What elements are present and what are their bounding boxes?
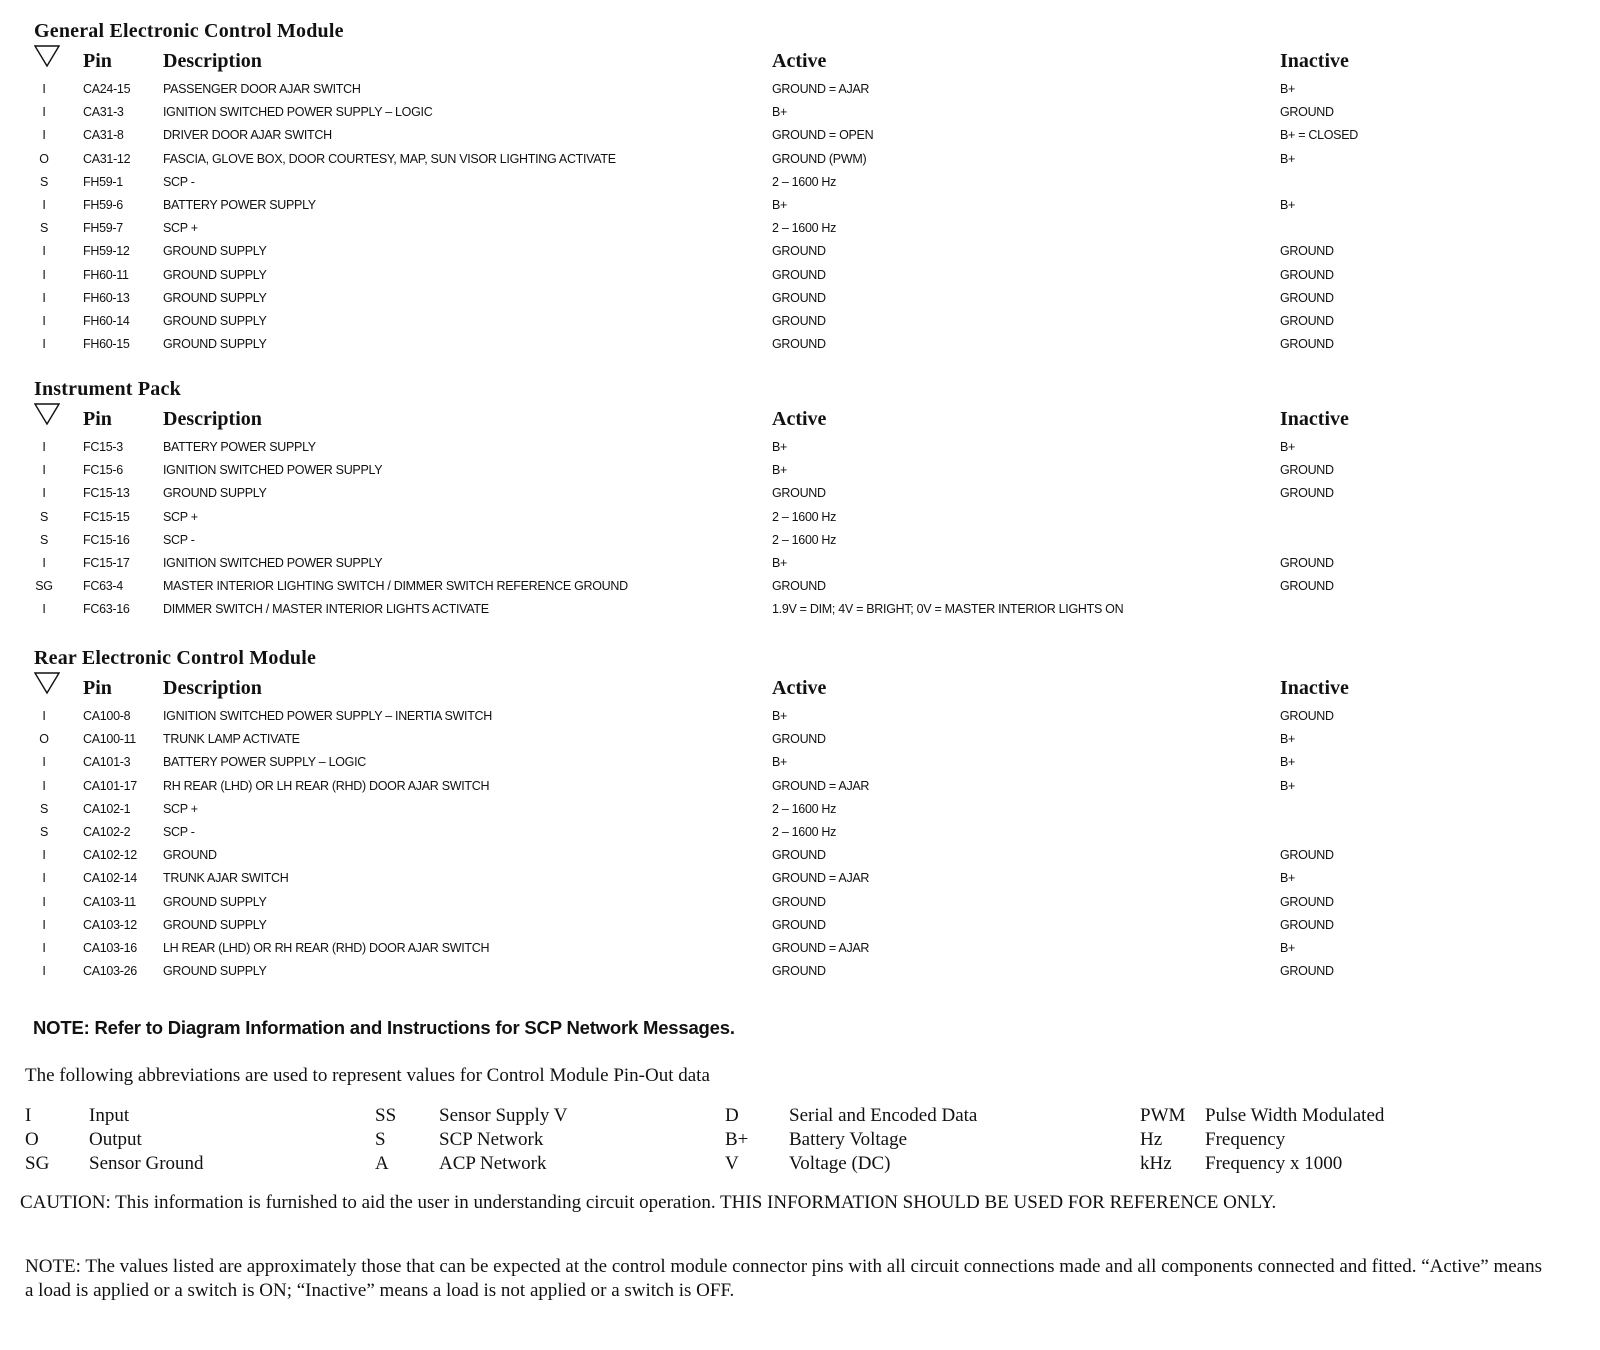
cell-inactive: B+	[1280, 732, 1296, 747]
cell-active: 2 – 1600 Hz	[772, 221, 837, 236]
table-row	[34, 287, 1574, 310]
cell-pin: FH60-11	[83, 267, 129, 282]
cell-description: TRUNK AJAR SWITCH	[163, 871, 289, 886]
cell-direction: I	[42, 440, 46, 454]
cell-description: GROUND SUPPLY	[163, 917, 267, 932]
cell-active: GROUND	[772, 486, 826, 501]
abbreviation-meaning: Frequency	[1205, 1129, 1286, 1150]
cell-inactive: B+	[1280, 871, 1296, 886]
cell-description: GROUND SUPPLY	[163, 964, 267, 979]
cell-description: SCP +	[163, 801, 198, 816]
cell-description: FASCIA, GLOVE BOX, DOOR COURTESY, MAP, SUN VISOR LIGHTING ACTIVATE	[163, 151, 616, 166]
cell-inactive: GROUND	[1280, 579, 1334, 594]
cell-active: B+	[772, 197, 788, 212]
cell-description: SCP -	[163, 532, 195, 547]
table-row	[34, 310, 1574, 333]
table-row	[34, 529, 1574, 552]
cell-active: GROUND = AJAR	[772, 778, 870, 793]
table-row	[34, 459, 1574, 482]
cell-pin: FC15-3	[83, 440, 123, 454]
cell-inactive: GROUND	[1280, 105, 1334, 120]
cell-description: TRUNK LAMP ACTIVATE	[163, 732, 300, 747]
table-row	[34, 891, 1574, 914]
cell-pin: FC15-16	[83, 532, 130, 547]
cell-inactive: GROUND	[1280, 290, 1334, 305]
cell-active: B+	[772, 555, 788, 570]
cell-direction: I	[42, 940, 46, 955]
cell-pin: CA100-11	[83, 732, 136, 747]
abbreviation-code: A	[375, 1153, 389, 1174]
cell-description: BATTERY POWER SUPPLY	[163, 197, 316, 212]
cell-direction: S	[39, 509, 49, 524]
cell-active: 1.9V = DIM; 4V = BRIGHT; 0V = MASTER INTERIOR LIGHTS ON	[772, 602, 1124, 617]
cell-direction: I	[42, 848, 46, 863]
cell-description: BATTERY POWER SUPPLY – LOGIC	[163, 755, 367, 770]
cell-pin: CA31-3	[83, 105, 124, 120]
cell-description: DIMMER SWITCH / MASTER INTERIOR LIGHTS ACTIVATE	[163, 602, 489, 617]
cell-direction: I	[42, 871, 46, 886]
cell-active: GROUND	[772, 313, 826, 328]
header-pin: Pin	[83, 677, 112, 699]
table-row	[34, 482, 1574, 505]
table-body	[34, 436, 1574, 622]
cell-inactive: GROUND	[1280, 313, 1334, 328]
table-row	[34, 217, 1574, 240]
header-inactive: Inactive	[1280, 50, 1349, 72]
cell-active: GROUND	[772, 290, 826, 305]
table-row	[34, 844, 1574, 867]
cell-active: B+	[772, 709, 788, 723]
cell-active: 2 – 1600 Hz	[772, 801, 837, 816]
table-row	[34, 194, 1574, 217]
direction-triangle-icon	[34, 44, 60, 68]
abbreviation-meaning: Output	[89, 1129, 142, 1150]
cell-active: 2 – 1600 Hz	[772, 509, 837, 524]
cell-description: GROUND SUPPLY	[163, 894, 267, 909]
cell-inactive: B+	[1280, 82, 1296, 96]
table-row	[34, 171, 1574, 194]
cell-pin: FH59-12	[83, 244, 130, 259]
cell-description: GROUND SUPPLY	[163, 486, 267, 501]
cell-direction: S	[39, 801, 49, 816]
cell-pin: FC63-4	[83, 579, 123, 594]
cell-direction: I	[42, 267, 46, 282]
cell-pin: FC15-15	[83, 509, 130, 524]
abbreviation-meaning: Sensor Supply V	[439, 1105, 568, 1126]
cell-direction: I	[42, 894, 46, 909]
abbreviation-meaning: Serial and Encoded Data	[789, 1105, 978, 1126]
cell-direction: I	[42, 244, 46, 259]
cell-direction: S	[39, 174, 49, 189]
abbreviation-code: S	[375, 1129, 386, 1150]
cell-description: SCP +	[163, 509, 198, 524]
header-active: Active	[772, 677, 827, 699]
abbreviation-meaning: Battery Voltage	[789, 1129, 908, 1150]
cell-direction: I	[42, 128, 46, 143]
table-row	[34, 333, 1574, 356]
table-row	[34, 506, 1574, 529]
table-row	[34, 101, 1574, 124]
cell-direction: I	[42, 313, 46, 328]
cell-active: GROUND	[772, 917, 826, 932]
abbreviation-meaning: SCP Network	[439, 1129, 544, 1150]
cell-pin: CA100-8	[83, 709, 131, 723]
cell-active: GROUND	[772, 732, 826, 747]
abbreviation-code: SG	[25, 1153, 50, 1174]
table-row	[34, 240, 1574, 263]
header-pin: Pin	[83, 408, 112, 430]
cell-description: IGNITION SWITCHED POWER SUPPLY – INERTIA SWITCH	[163, 709, 492, 723]
cell-direction: S	[39, 532, 49, 547]
section-rear-ecm	[34, 645, 1574, 983]
cell-pin: CA31-12	[83, 151, 131, 166]
table-row	[34, 598, 1574, 621]
cell-pin: CA103-12	[83, 917, 137, 932]
section-title: Instrument Pack	[34, 378, 181, 400]
cell-direction: S	[39, 221, 49, 236]
cell-pin: CA102-12	[83, 848, 137, 863]
cell-active: GROUND = AJAR	[772, 871, 870, 886]
table-row	[34, 798, 1574, 821]
direction-triangle-icon	[34, 671, 60, 695]
abbreviation-meaning: Input	[89, 1105, 130, 1126]
table-row	[34, 775, 1574, 798]
cell-direction: I	[42, 82, 46, 96]
cell-active: GROUND	[772, 964, 826, 979]
cell-description: SCP -	[163, 824, 195, 839]
cell-description: GROUND SUPPLY	[163, 267, 267, 282]
cell-pin: CA101-17	[83, 778, 137, 793]
cell-direction: I	[42, 709, 46, 723]
cell-pin: CA102-14	[83, 871, 137, 886]
cell-direction: I	[42, 486, 46, 501]
table-body	[34, 705, 1574, 983]
cell-inactive: GROUND	[1280, 894, 1334, 909]
cell-pin: FH60-13	[83, 290, 130, 305]
cell-pin: FH60-14	[83, 313, 130, 328]
cell-pin: CA102-2	[83, 824, 131, 839]
cell-inactive: GROUND	[1280, 337, 1334, 352]
cell-description: LH REAR (LHD) OR RH REAR (RHD) DOOR AJAR SWITCH	[163, 940, 490, 955]
cell-description: GROUND SUPPLY	[163, 244, 267, 259]
cell-direction: I	[42, 463, 46, 478]
cell-inactive: GROUND	[1280, 463, 1334, 478]
table-row	[34, 960, 1574, 983]
cell-active: 2 – 1600 Hz	[772, 174, 837, 189]
abbreviation-meaning: Pulse Width Modulated	[1205, 1105, 1385, 1126]
cell-description: GROUND SUPPLY	[163, 337, 267, 352]
cell-description: GROUND SUPPLY	[163, 290, 267, 305]
cell-direction: I	[42, 105, 46, 120]
values-note: NOTE: The values listed are approximately those that can be expected at the control module connector pins with all circuit connections made and all components connected and fitted. “Active” means a load is applied or a switch is ON; “Inactive” means a load is not applied or a switch is OFF.	[25, 1256, 1543, 1301]
cell-active: GROUND	[772, 337, 826, 352]
cell-pin: FC15-17	[83, 555, 130, 570]
abbreviation-code: SS	[375, 1105, 397, 1126]
abbreviation-code: I	[25, 1105, 32, 1126]
cell-active: GROUND	[772, 244, 826, 259]
cell-pin: FH59-7	[83, 221, 123, 236]
cell-active: GROUND (PWM)	[772, 151, 867, 166]
cell-inactive: GROUND	[1280, 244, 1334, 259]
section-general-ecm	[34, 18, 1574, 356]
section-title: Rear Electronic Control Module	[34, 647, 317, 669]
direction-triangle-icon	[34, 402, 60, 426]
cell-inactive: B+	[1280, 197, 1296, 212]
cell-description: SCP +	[163, 221, 198, 236]
cell-active: GROUND = OPEN	[772, 128, 874, 143]
cell-description: IGNITION SWITCHED POWER SUPPLY	[163, 555, 383, 570]
cell-inactive: B+	[1280, 151, 1296, 166]
cell-inactive: GROUND	[1280, 486, 1334, 501]
cell-direction: I	[42, 755, 46, 770]
cell-description: BATTERY POWER SUPPLY	[163, 440, 316, 454]
abbreviation-meaning: Sensor Ground	[89, 1153, 204, 1174]
abbreviation-meaning: Frequency x 1000	[1205, 1153, 1343, 1174]
table-row	[34, 728, 1574, 751]
table-row	[34, 78, 1574, 101]
cell-direction: I	[42, 778, 46, 793]
cell-active: 2 – 1600 Hz	[772, 532, 837, 547]
cell-inactive: GROUND	[1280, 848, 1334, 863]
cell-direction: I	[42, 917, 46, 932]
cell-direction: S	[39, 824, 49, 839]
cell-pin: CA102-1	[83, 801, 131, 816]
abbreviation-code: kHz	[1140, 1153, 1172, 1174]
section-title: General Electronic Control Module	[34, 20, 344, 42]
cell-pin: CA103-26	[83, 964, 137, 979]
cell-inactive: B+	[1280, 440, 1296, 454]
cell-pin: CA101-3	[83, 755, 131, 770]
table-row	[34, 821, 1574, 844]
abbreviation-code: O	[25, 1129, 39, 1150]
table-header	[34, 671, 1574, 705]
table-row	[34, 705, 1574, 728]
table-header	[34, 44, 1574, 78]
cell-pin: FH59-6	[83, 197, 123, 212]
abbreviation-meaning: Voltage (DC)	[789, 1153, 891, 1174]
cell-active: B+	[772, 440, 788, 454]
table-body	[34, 78, 1574, 356]
section-instrument-pack	[34, 376, 1574, 622]
abbreviation-code: D	[725, 1105, 739, 1126]
table-row	[34, 867, 1574, 890]
header-description: Description	[163, 677, 262, 699]
cell-inactive: GROUND	[1280, 709, 1334, 723]
cell-description: MASTER INTERIOR LIGHTING SWITCH / DIMMER SWITCH REFERENCE GROUND	[163, 579, 628, 594]
table-row	[34, 914, 1574, 937]
cell-inactive: GROUND	[1280, 964, 1334, 979]
abbreviation-code: Hz	[1140, 1129, 1163, 1150]
header-pin: Pin	[83, 50, 112, 72]
cell-active: GROUND = AJAR	[772, 940, 870, 955]
table-row	[34, 148, 1574, 171]
cell-direction: I	[42, 290, 46, 305]
cell-inactive: B+	[1280, 940, 1296, 955]
abbreviation-code: V	[725, 1153, 739, 1174]
cell-direction: O	[39, 732, 49, 747]
cell-active: GROUND	[772, 894, 826, 909]
cell-direction: I	[42, 602, 46, 617]
cell-active: B+	[772, 463, 788, 478]
cell-active: B+	[772, 755, 788, 770]
cell-direction: I	[42, 964, 46, 979]
cell-inactive: GROUND	[1280, 555, 1334, 570]
table-row	[34, 937, 1574, 960]
cell-inactive: GROUND	[1280, 267, 1334, 282]
cell-direction: SG	[35, 579, 53, 594]
abbreviation-code: B+	[725, 1129, 749, 1150]
cell-active: GROUND = AJAR	[772, 82, 870, 96]
header-active: Active	[772, 50, 827, 72]
cell-active: GROUND	[772, 579, 826, 594]
cell-direction: I	[42, 197, 46, 212]
cell-description: GROUND SUPPLY	[163, 313, 267, 328]
cell-active: 2 – 1600 Hz	[772, 824, 837, 839]
table-row	[34, 436, 1574, 459]
table-row	[34, 264, 1574, 287]
header-description: Description	[163, 408, 262, 430]
cell-active: B+	[772, 105, 788, 120]
abbreviations-intro: The following abbreviations are used to represent values for Control Module Pin-Out data	[25, 1065, 710, 1086]
cell-description: SCP -	[163, 174, 195, 189]
cell-description: IGNITION SWITCHED POWER SUPPLY	[163, 463, 383, 478]
cell-description: PASSENGER DOOR AJAR SWITCH	[163, 82, 361, 96]
cell-active: GROUND	[772, 848, 826, 863]
cell-description: DRIVER DOOR AJAR SWITCH	[163, 128, 332, 143]
cell-pin: FC63-16	[83, 602, 130, 617]
header-active: Active	[772, 408, 827, 430]
header-description: Description	[163, 50, 262, 72]
table-header	[34, 402, 1574, 436]
table-row	[34, 751, 1574, 774]
cell-description: GROUND	[163, 848, 217, 863]
table-row	[34, 124, 1574, 147]
cell-pin: CA103-16	[83, 940, 137, 955]
cell-inactive: B+	[1280, 755, 1296, 770]
cell-pin: FC15-6	[83, 463, 123, 478]
abbreviation-meaning: ACP Network	[439, 1153, 547, 1174]
abbreviation-code: PWM	[1140, 1105, 1186, 1126]
cell-direction: O	[39, 151, 49, 166]
cell-inactive: GROUND	[1280, 917, 1334, 932]
cell-inactive: B+	[1280, 778, 1296, 793]
cell-pin: CA24-15	[83, 82, 131, 96]
table-row	[34, 575, 1574, 598]
header-inactive: Inactive	[1280, 408, 1349, 430]
table-row	[34, 552, 1574, 575]
cell-pin: FH59-1	[83, 174, 123, 189]
scp-note: NOTE: Refer to Diagram Information and Instructions for SCP Network Messages.	[33, 1017, 735, 1038]
cell-pin: FC15-13	[83, 486, 130, 501]
cell-pin: CA31-8	[83, 128, 124, 143]
cell-active: GROUND	[772, 267, 826, 282]
cell-description: RH REAR (LHD) OR LH REAR (RHD) DOOR AJAR SWITCH	[163, 778, 490, 793]
cell-direction: I	[42, 555, 46, 570]
cell-description: IGNITION SWITCHED POWER SUPPLY – LOGIC	[163, 105, 433, 120]
cell-pin: FH60-15	[83, 337, 130, 352]
abbreviations-legend	[25, 1104, 1525, 1180]
cell-direction: I	[42, 337, 46, 352]
caution-text: CAUTION: This information is furnished to aid the user in understanding circuit operation. THIS INFORMATION SHOULD BE USED FOR REFERENCE ONLY.	[20, 1192, 1277, 1213]
header-inactive: Inactive	[1280, 677, 1349, 699]
cell-pin: CA103-11	[83, 894, 136, 909]
cell-inactive: B+ = CLOSED	[1280, 128, 1358, 143]
